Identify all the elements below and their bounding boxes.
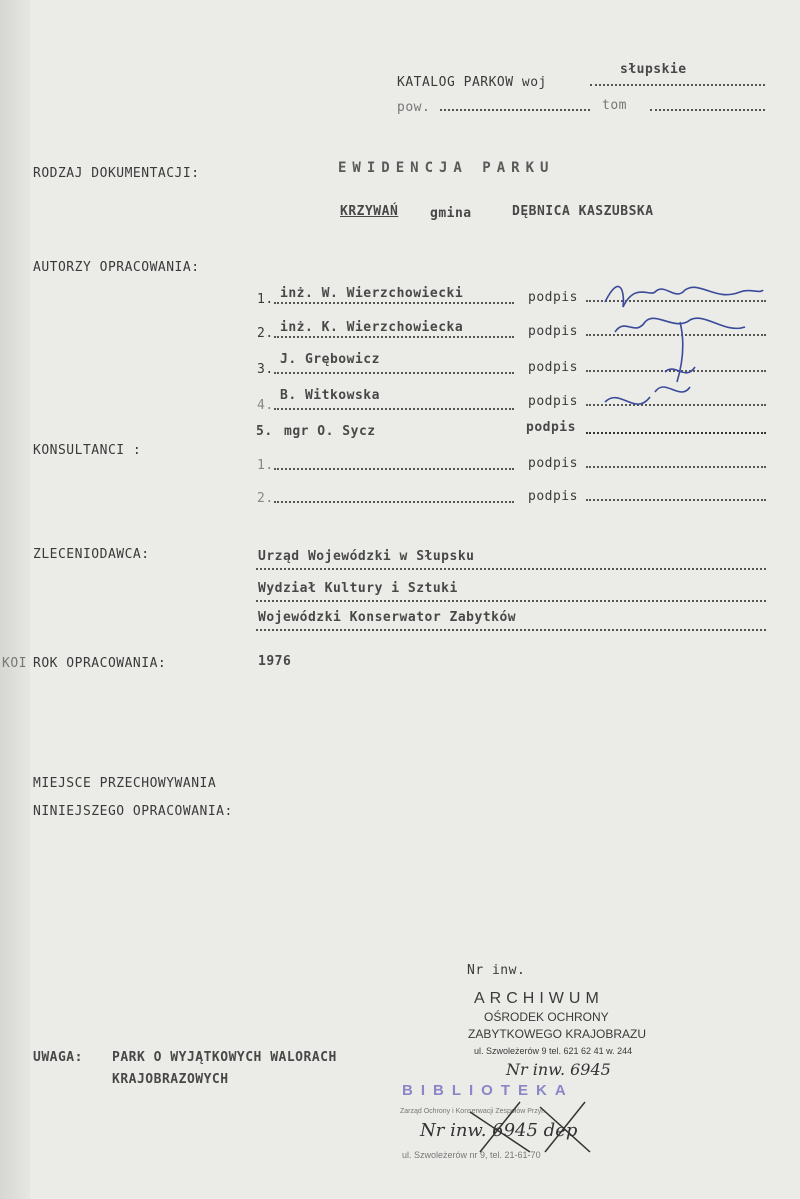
- uwaga-label: UWAGA:: [33, 1050, 83, 1065]
- author-name: J. Grębowicz: [280, 352, 380, 367]
- author-name: inż. K. Wierzchowiecka: [280, 320, 464, 335]
- podpis-label: podpis: [528, 360, 578, 375]
- woj-value: słupskie: [620, 62, 687, 77]
- author-num: 3.: [257, 362, 274, 377]
- konsultanci-label: KONSULTANCI :: [33, 443, 142, 458]
- consultant-num: 1.: [257, 458, 274, 473]
- podpis-label: podpis: [528, 394, 578, 409]
- miejsce-line2: NINIEJSZEGO OPRACOWANIA:: [33, 804, 233, 819]
- location-name: KRZYWAŃ: [340, 204, 399, 219]
- zleceniodawca-line: Wydział Kultury i Sztuki: [258, 581, 458, 596]
- rodzaj-label: RODZAJ DOKUMENTACJI:: [33, 166, 200, 181]
- consultant-dots: [274, 468, 514, 470]
- author-num: 5.: [256, 424, 273, 439]
- autorzy-label: AUTORZY OPRACOWANIA:: [33, 260, 200, 275]
- author-dots: [274, 408, 514, 410]
- author-dots: [274, 336, 514, 338]
- consultant-num: 2.: [257, 491, 274, 506]
- library-stamp-line1: Zarząd Ochrony i Konserwacji Zespołów Przyr.: [400, 1108, 546, 1115]
- rok-label: ROK OPRACOWANIA:: [33, 656, 167, 671]
- zleceniodawca-line: Wojewódzki Konserwator Zabytków: [258, 610, 517, 625]
- handwritten-inventory-number: Nr inw. 6945: [506, 1060, 611, 1079]
- location-gmina: gmina: [430, 206, 472, 221]
- podpis-dots: [586, 432, 766, 434]
- handwritten-signatures: [565, 262, 765, 422]
- tom-dots: [650, 109, 765, 111]
- zleceniodawca-label: ZLECENIODAWCA:: [33, 547, 150, 562]
- rok-value: 1976: [258, 654, 292, 669]
- consultant-dots: [274, 501, 514, 503]
- uwaga-line2: KRAJOBRAZOWYCH: [112, 1072, 229, 1087]
- author-dots: [274, 302, 514, 304]
- zleceniodawca-dots: [256, 629, 766, 631]
- podpis-label: podpis: [528, 489, 578, 504]
- strike-through-marks: [460, 1092, 600, 1162]
- podpis-label: podpis: [526, 420, 576, 435]
- archive-line1: OŚRODEK OCHRONY: [484, 1010, 609, 1024]
- author-dots: [274, 372, 514, 374]
- uwaga-line1: PARK O WYJĄTKOWYCH WALORACH: [112, 1050, 337, 1065]
- author-name: inż. W. Wierzchowiecki: [280, 286, 464, 301]
- podpis-dots: [586, 466, 766, 468]
- margin-fragment: KOI: [2, 656, 27, 671]
- katalog-label: KATALOG PARKOW woj: [397, 75, 547, 90]
- zleceniodawca-dots: [256, 600, 766, 602]
- location-gmina-name: DĘBNICA KASZUBSKA: [512, 204, 654, 219]
- podpis-label: podpis: [528, 456, 578, 471]
- woj-dots: [590, 84, 765, 86]
- library-stamp-line2: ul. Szwoleżerów nr 9, tel. 21-61-70: [402, 1150, 541, 1160]
- podpis-dots: [586, 499, 766, 501]
- author-name: mgr O. Sycz: [284, 424, 376, 439]
- archive-line3: ul. Szwoleżerów 9 tel. 621 62 41 w. 244: [474, 1046, 633, 1056]
- nr-inw-label: Nr inw.: [467, 963, 526, 978]
- author-num: 2.: [257, 326, 274, 341]
- library-stamp-title: BIBLIOTEKA: [402, 1082, 574, 1099]
- author-num: 1.: [257, 292, 274, 307]
- archive-title: ARCHIWUM: [474, 990, 604, 1007]
- handwritten-stamp-entry: Nr inw. 6945 dep: [420, 1120, 578, 1141]
- pow-label: pow.: [397, 100, 431, 115]
- tom-label: tom: [602, 98, 627, 113]
- zleceniodawca-line: Urząd Wojewódzki w Słupsku: [258, 549, 475, 564]
- archive-line2: ZABYTKOWEGO KRAJOBRAZU: [468, 1027, 647, 1041]
- pow-dots: [440, 109, 590, 111]
- podpis-label: podpis: [528, 324, 578, 339]
- rodzaj-value: EWIDENCJA PARKU: [338, 160, 555, 176]
- author-name: B. Witkowska: [280, 388, 380, 403]
- zleceniodawca-dots: [256, 568, 766, 570]
- binding-edge: [0, 0, 30, 1199]
- podpis-label: podpis: [528, 290, 578, 305]
- miejsce-line1: MIEJSCE PRZECHOWYWANIA: [33, 776, 217, 791]
- author-num: 4.: [257, 398, 274, 413]
